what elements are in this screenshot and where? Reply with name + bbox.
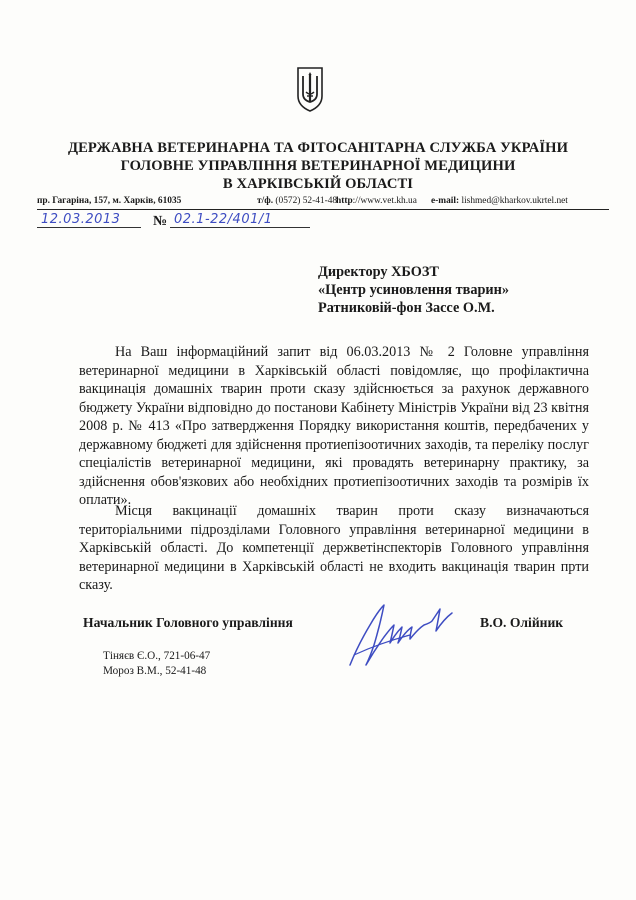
handwritten-signature-icon [340,595,480,673]
outgoing-number-handwritten: 02.1-22/401/1 [174,212,273,227]
website-label: http [336,196,353,206]
outgoing-number [170,213,310,229]
org-name-line-1: ДЕРЖАВНА ВЕТЕРИНАРНА ТА ФІТОСАНІТАРНА СЛУЖБА УКРАЇНИ [67,140,569,156]
paragraph-1-text: На Ваш інформаційний запит від 06.03.2013 № 2 Головне управління ветеринарної медицини в Харківській області повідомляє, що профілактична вакцинація домашніх тварин проти сказу здійснюється за рахунок державного бюджету України відповідно до постанови Кабінету Міністрів України від 23 квітня 2008 р. № 413 «Про затвердження Порядку використання коштів, передбачених у державному бюджеті для здійснення протиепізоотичних заходів, та переліку послуг спеціалістів ветеринарної медицини, які провадять ветеринарну практику, за здійснення обов'язкових або необхідних протиепізоотичних заходів та розмірів їх оплати». [79,344,589,508]
signatory-name: В.О. Олійник [480,615,564,630]
addressee-line-3: Ратниковій-фон Зассе О.М. [318,300,495,316]
outgoing-number-label: № [153,214,168,229]
email-label: e-mail: [431,196,460,206]
org-website [336,196,417,207]
org-email [431,196,568,207]
org-phone [257,196,337,207]
addressee-line-1: Директору ХБОЗТ [318,264,439,280]
paragraph-2-text: Місця вакцинації домашніх тварин проти сказу визначаються територіальними підрозділами Головного управління ветеринарної медицини в Харківській області. До компетенції держветінспекторів Головного управління ветеринарної медицини в Харківській області не входить вакцинація тварин прти сказу. [79,503,589,593]
executor-2: Мороз В.М., 52-41-48 [103,665,207,677]
body-paragraph-2 [79,502,589,595]
date-underline [37,227,141,228]
address-text: пр. Гагаріна, 157, м. Харків, 61035 [37,196,182,206]
executors-block [103,649,210,679]
outgoing-date-handwritten: 12.03.2013 [41,212,121,227]
phone-value: (0572) 52-41-48 [275,196,338,206]
body-paragraph-1 [79,343,589,510]
website-value: ://www.vet.kh.ua [352,196,417,206]
email-value: lishmed@kharkov.ukrtel.net [461,196,568,206]
org-name-line-2: ГОЛОВНЕ УПРАВЛІННЯ ВЕТЕРИНАРНОЇ МЕДИЦИНИ [120,158,516,174]
trident-coat-of-arms-icon [295,66,325,112]
phone-label: т/ф. [257,196,274,206]
header-divider [37,209,609,210]
org-name-line-3: В ХАРКІВСЬКІЙ ОБЛАСТІ [222,176,414,192]
addressee-line-2: «Центр усиновлення тварин» [318,282,510,298]
org-address [37,196,181,207]
signatory-title: Начальник Головного управління [83,615,293,630]
addressee-block [318,263,509,317]
number-underline [170,227,310,228]
outgoing-date [37,213,141,229]
executor-1: Тіняєв Є.О., 721-06-47 [103,650,211,662]
